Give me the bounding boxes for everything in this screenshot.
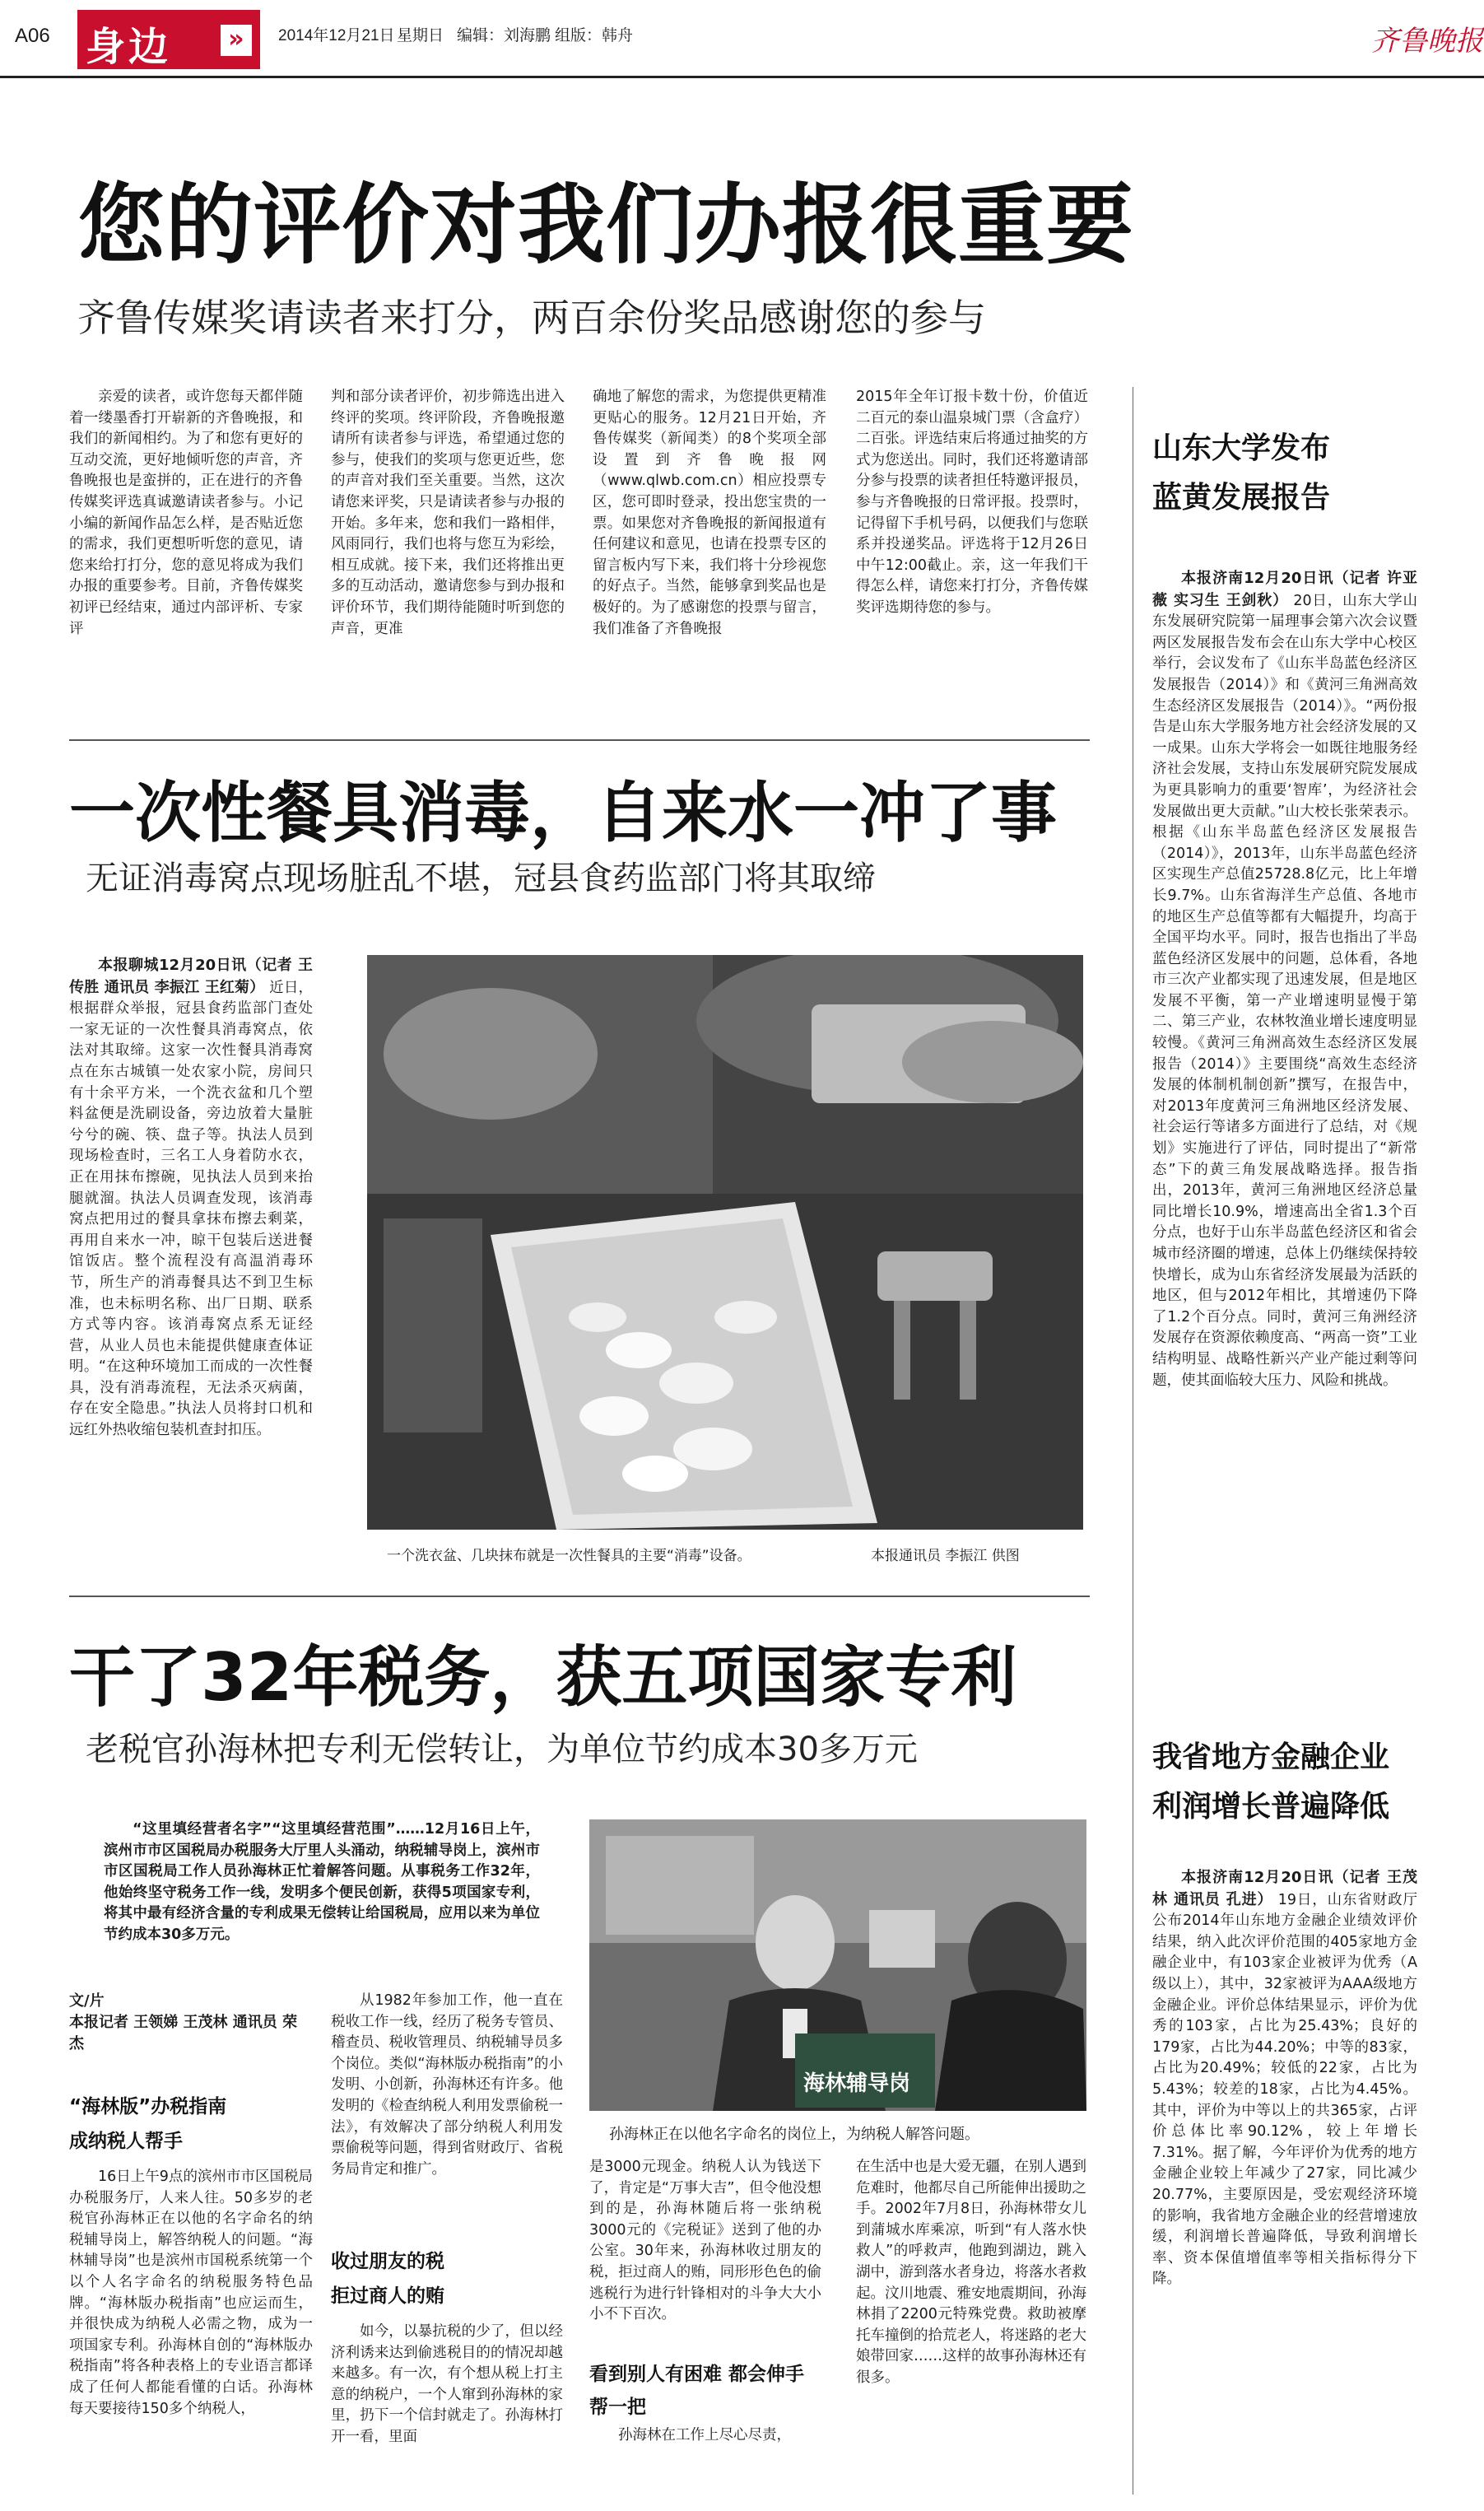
tax-officer-photo [589, 1819, 1086, 2111]
story3-subhead3: 看到别人有困难 都会伸手帮一把 [589, 2364, 805, 2418]
story3-byline: 本报记者 王领娣 王茂林 通讯员 荣杰 [69, 2014, 298, 2052]
side1-byline: 本报济南12月20日讯（记者 许亚薇 实习生 王剑秋） [1152, 570, 1417, 609]
section-title: 身边 [86, 24, 172, 70]
story3-col3b: 孙海林在工作上尽心尽责， [618, 2427, 791, 2443]
side2-byline: 本报济南12月20日讯（记者 王茂林 通讯员 孔进） [1152, 1869, 1417, 1908]
story3-subhead1-line2: 成纳税人帮手 [69, 2131, 183, 2152]
story3-headline: 干了32年税务，获五项国家专利 [69, 1639, 1017, 1716]
story1-headline: 您的评价对我们办报很重要 [77, 175, 1134, 276]
story1-col2: 判和部分读者评价，初步筛选出进入终评的奖项。终评阶段，齐鲁晚报邀请所有读者参与评选，希望通过您的参与，使我们的奖项与您更近些，您的声音对我们至关重要。当然，这次请您来评奖，只是请读者参与办报的开始。多年来，您和我们一路相伴，风雨同行，我们也将与您互为彩绘，相互成就。接下来，我们还将推出更多的互动活动，邀请您参与到办报和评价环节，我们期待能随时听到您的声音，更准 [331, 389, 565, 637]
story3-col2b: 如今，以暴抗税的少了，但以经济利诱来达到偷逃税目的的情况却越来越多。有一次，有个想从税上打主意的纳税户，一个人窜到孙海林的家里，扔下一个信封就走了。孙海林打开一看，里面 [331, 2323, 563, 2445]
issue-date: 2014年12月21日 [278, 27, 395, 44]
story2-photo-caption: 一个洗衣盆、几块抹布就是一次性餐具的主要“消毒”设备。 [387, 1548, 751, 1564]
story1-subheadline: 齐鲁传媒奖请读者来打分，两百余份奖品感谢您的参与 [77, 296, 986, 340]
dish-washing-photo-illustration [367, 955, 1083, 1530]
story3-photo-caption: 孙海林正在以他名字命名的岗位上，为纳税人解答问题。 [609, 2126, 979, 2143]
story3-col1: 16日上午9点的滨州市市区国税局办税服务厅，人来人往。50多岁的老税官孙海林正在以他的名字命名的纳税辅导岗上，解答纳税人的问题。“海林辅导岗”也是滨州市国税系统第一个以个人名字命名的纳税服务特色品牌。“海林版办税指南”也应运而生，并很快成为纳税人必需之物，成为一项国家专利。孙海林自创的“海林版办税指南”将各种表格上的专业语言都译成了任何人都能看懂的白话。孙海林每天要接待150多个纳税人， [69, 2169, 313, 2417]
section-arrow-icon: » [221, 25, 252, 56]
story2-photo-credit: 本报通讯员 李振江 供图 [871, 1548, 1020, 1564]
story2-headline: 一次性餐具消毒，自来水一冲了事 [69, 775, 1057, 851]
side1-headline-line1: 山东大学发布 [1152, 431, 1331, 465]
divider-rule [69, 739, 1090, 741]
divider-rule [69, 1596, 1090, 1597]
story3-byline-label: 文/片 [69, 1992, 105, 2010]
story2-text: 近日，根据群众举报，冠县食药监部门查处一家无证的一次性餐具消毒窝点，依法对其取缔。这家一次性餐具消毒窝点在东古城镇一处农家小院，房间只有十余平方米，一个洗衣盆和几个塑料盆便是洗刷设备，旁边放着大量脏兮兮的碗、筷、盘子等。执法人员到现场检查时，三名工人身着防水衣，正在用抹布擦碗，见执法人员到来抬腿就溜。执法人员调查发现，该消毒窝点把用过的餐具拿抹布擦去剩菜，再用自来水一冲，晾干包装后送进餐馆饭店。整个流程没有高温消毒环节，所生产的消毒餐具达不到卫生标准，也未标明名称、出厂日期、联系方式等内容。该消毒窝点系无证经营，从业人员也未能提供健康查体证明。“在这种环境加工而成的一次性餐具，没有消毒流程，无法杀灭病菌，存在安全隐患。”执法人员将封口机和远红外热收缩包装机查封扣压。 [69, 979, 313, 1439]
story3-col4: 在生活中也是大爱无疆，在别人遇到危难时，他都尽自己所能伸出援助之手。2002年7月8日，孙海林带女儿到蒲城水库乘凉，听到“有人落水快救人”的呼救声，他跑到湖边，跳入湖中，游到落水者身边，将落水者救起。汶川地震、雅安地震期间，孙海林捐了2200元特殊党费。救助被摩托车撞倒的拾荒老人，将迷路的老大娘带回家……这样的故事孙海林还有很多。 [856, 2159, 1086, 2386]
photo-sign-label: 海林辅导岗 [803, 2071, 911, 2096]
story3-col3: 是3000元现金。纳税人认为钱送下了，肯定是“万事大吉”，但令他没想到的是，孙海林随后将一张纳税3000元的《完税证》送到了他的办公室。30年来，孙海林收过朋友的税，拒过商人的贿，同形形色色的偷逃税行为进行针锋相对的斗争大大小小不下百次。 [589, 2159, 821, 2323]
story2-body [69, 955, 313, 1622]
dish-washing-photo [367, 955, 1083, 1530]
side2-text: 19日，山东省财政厅公布2014年山东地方金融企业绩效评价结果，纳入此次评价范围的405家地方金融企业中，有103家企业被评为优秀（A级以上），其中，32家被评为AAA级地方金融企业。评价总体结果显示，评价为优秀的103家，占比为25.43%；良好的179家，占比为44.20%；中等的83家，占比为20.49%；较低的22家，占比为5.43%；较差的18家，占比为4.45%。其中，评价为中等以上的共365家，占评价总体比率90.12%，较上年增长7.31%。据了解，今年评价为优秀的地方金融企业较上年减少了27家，同比减少20.77%，主要原因是，受宏观经济环境的影响，我省地方金融企业的经营增速放缓，利润增长普遍降低，导致利润增长率、资本保值增值率等相关指标得分下降。 [1152, 1891, 1417, 2288]
side1-text: 20日，山东大学山东发展研究院第一届理事会第六次会议暨两区发展报告发布会在山东大学中心校区举行，会议发布了《山东半岛蓝色经济区发展报告（2014）》和《黄河三角洲高效生态经济区发展报告（2014）》。“两份报告是山东大学服务地方社会经济发展的又一成果。山东大学将会一如既往地服务经济社会发展，支持山东发展研究院发展成为更具影响力的重要‘智库’，为经济社会发展做出更大贡献。”山大校长张荣表示。根据《山东半岛蓝色经济区发展报告（2014）》，2013年，山东半岛蓝色经济区实现生产总值25728.8亿元，比上年增长9.7%。山东省海洋生产总值、各地市的地区生产总值等都有大幅提升，均高于全国平均水平。同时，报告也指出了半岛蓝色经济区发展中的问题，总体看，各地市三次产业都实现了迅速发展，但是地区发展不平衡，第一产业增速明显慢于第二、第三产业，农林牧渔业增长速度明显较慢。《黄河三角洲高效生态经济区发展报告（2014）》主要围绕“高效生态经济发展的体制机制创新”撰写，在报告中，对2013年度黄河三角洲地区经济发展、社会运行等诸多方面进行了总结，对《规划》实施进行了评估，同时提出了“新常态”下的黄三角发展战略选择。报告指出，2013年，黄河三角洲地区经济总量同比增长10.9%，增速高出全省1.3个百分点，也好于山东半岛蓝色经济区和省会城市经济圈的增速，总体上仍继续保持较快增长，成为山东省经济发展最为活跃的地区，但与2012年相比，其增速仍下降了1.2个百分点。同时，黄河三角洲经济发展存在资源依赖度高、“两高一资”工业结构明显、战略性新兴产业产能过剩等问题，使其面临较大压力、风险和挑战。 [1152, 592, 1417, 1389]
side1-headline-line2: 蓝黄发展报告 [1152, 481, 1331, 515]
story3-col2: 从1982年参加工作，他一直在税收工作一线，经历了税务专管员、稽查员、税收管理员、纳税辅导员多个岗位。类似“海林版办税指南”的小发明、小创新，孙海林还有许多。他发明的《检查纳税人利用发票偷税一法》，有效解决了部分纳税人利用发票偷税等问题，得到省财政厅、省税务局肯定和推广。 [331, 1992, 563, 2178]
story3-subhead2-line2: 拒过商人的贿 [331, 2285, 444, 2307]
editor-credit: 编辑：刘海鹏 [457, 27, 551, 44]
story1-col4: 2015年全年订报卡数十份，价值近二百元的泰山温泉城门票（含盒疗）二百张。评选结束后将通过抽奖的方式为您送出。同时，我们还将邀请部分参与投票的读者担任特邀评报员，参与齐鲁晚报的日常评报。投票时，记得留下手机号码，以便我们与您联系并投递奖品。评选将于12月26日中午12:00截止。亲，这一年我们干得怎么样，请您来打打分，齐鲁传媒奖评选期待您的参与。 [856, 389, 1088, 616]
side1-body [1152, 568, 1417, 1663]
header-rule [0, 76, 1484, 78]
story2-subheadline: 无证消毒窝点现场脏乱不堪，冠县食药监部门将其取缔 [86, 860, 876, 897]
story1-col1: 亲爱的读者，或许您每天都伴随着一缕墨香打开崭新的齐鲁晚报，和我们的新闻相约。为了和您有更好的互动交流，更好地倾听您的声音，齐鲁晚报也是蛮拼的，正在进行的齐鲁传媒奖评选真诚邀请读者参与。小记小编的新闻作品怎么样，是否贴近您的需求，我们更想听听您的意见，请您来给打打分，您的意见将成为我们办报的重要参考。目前，齐鲁传媒奖初评已经结束，通过内部评析、专家评 [69, 389, 303, 637]
side2-headline-line2: 利润增长普遍降低 [1152, 1790, 1390, 1824]
issue-weekday: 星期日 [397, 27, 444, 44]
story3-subhead1-line1: “海林版”办税指南 [69, 2096, 227, 2117]
page-number: A06 [15, 25, 50, 47]
story2-byline: 本报聊城12月20日讯（记者 王传胜 通讯员 李振江 王红菊） [69, 957, 313, 996]
side2-headline-line1: 我省地方金融企业 [1152, 1740, 1390, 1774]
story3-subhead2-line1: 收过朋友的税 [331, 2251, 444, 2272]
newspaper-logo: 齐鲁晚报 [1371, 25, 1483, 58]
side2-body [1152, 1867, 1417, 2493]
story3-subheadline: 老税官孙海林把专利无偿转让，为单位节约成本30多万元 [86, 1731, 918, 1768]
story3-lead: “这里填经营者名字”“这里填经营范围”……12月16日上午，滨州市市区国税局办税服务大厅里人头涌动，纳税辅导岗上，滨州市市区国税局工作人员孙海林正忙着解答问题。从事税务工作32年，他始终坚守税务工作一线，发明多个便民创新，获得5项国家专利，将其中最有经济含量的专利成果无偿转让给国税局，应用以来为单位节约成本30多万元。 [104, 1821, 540, 1943]
layout-credit: 组版：韩舟 [555, 27, 634, 44]
story1-col3: 确地了解您的需求，为您提供更精准更贴心的服务。12月21日开始，齐鲁传媒奖（新闻类）的8个奖项全部设置到齐鲁晚报网（www.qlwb.com.cn）相应投票专区，您可即时登录，投出您宝贵的一票。如果您对齐鲁晚报的新闻报道有任何建议和意见，也请在投票专区的留言板内写下来，我们将十分珍视您的好点子。当然，能够拿到奖品也是极好的。为了感谢您的投票与留言，我们准备了齐鲁晚报 [593, 389, 826, 637]
